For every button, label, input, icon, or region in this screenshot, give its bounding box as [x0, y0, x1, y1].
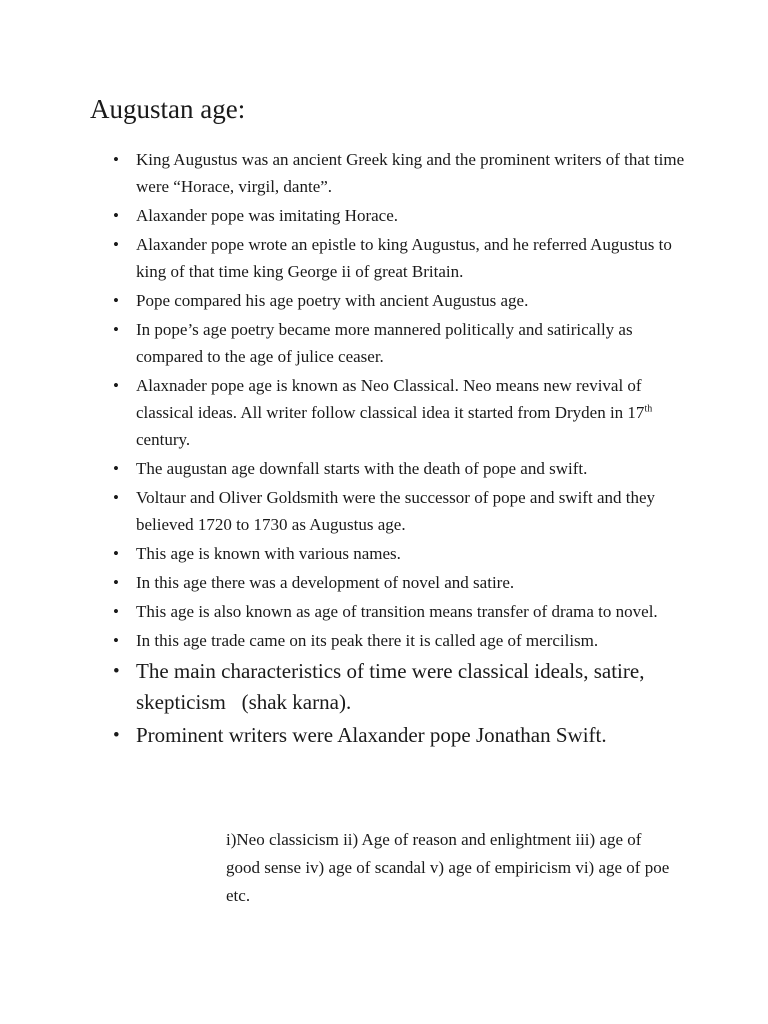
list-item-text: The augustan age downfall starts with the death of pope and swift.: [136, 459, 588, 478]
ordinal-superscript: th: [644, 403, 653, 415]
list-item: [0, 202, 768, 229]
list-item-text: Alaxnader pope age is known as Neo Classical. Neo means new revival of classical ideas. All writer follow classical idea it started from Dryden in 17: [136, 376, 645, 422]
bullet-icon: •: [113, 573, 119, 592]
list-item: [0, 598, 768, 625]
list-item: [0, 484, 768, 538]
list-item: [0, 720, 768, 751]
bullet-icon: •: [113, 206, 119, 225]
list-item-text: Pope compared his age poetry with ancient Augustus age.: [136, 291, 529, 310]
list-item-text: This age is known with various names.: [136, 544, 401, 563]
bullet-list: [0, 146, 768, 753]
list-item: [0, 287, 768, 314]
list-item-text: In this age trade came on its peak there it is called age of mercilism.: [136, 631, 599, 650]
list-item-text: This age is also known as age of transition means transfer of drama to novel.: [136, 602, 658, 621]
list-item: [0, 455, 768, 482]
bullet-icon: •: [113, 488, 119, 507]
bullet-icon: •: [113, 150, 119, 169]
bullet-icon: •: [113, 291, 119, 310]
list-item: [0, 656, 768, 718]
list-item: [0, 316, 768, 370]
bullet-icon: •: [113, 235, 119, 254]
list-item-text-tail: century.: [136, 430, 191, 449]
bullet-icon: •: [113, 661, 120, 682]
bullet-icon: •: [113, 459, 119, 478]
bullet-icon: •: [113, 544, 119, 563]
list-item: [0, 146, 768, 200]
bullet-icon: •: [113, 320, 119, 339]
list-item-text: The main characteristics of time were classical ideals, satire, skepticism (shak karna).: [136, 659, 650, 714]
list-item: [0, 569, 768, 596]
list-item: [0, 231, 768, 285]
list-item-text: Alaxander pope was imitating Horace.: [136, 206, 398, 225]
list-item-text: King Augustus was an ancient Greek king and the prominent writers of that time were “Horace, virgil, dante”.: [136, 150, 685, 196]
bullet-icon: •: [113, 631, 119, 650]
list-item-text: Alaxander pope wrote an epistle to king Augustus, and he referred Augustus to king of that time king George ii of great Britain.: [136, 235, 672, 281]
list-item-text: In this age there was a development of novel and satire.: [136, 573, 515, 592]
list-item: [0, 372, 768, 453]
bullet-icon: •: [113, 725, 120, 746]
list-item: [0, 627, 768, 654]
bullet-icon: •: [113, 602, 119, 621]
bullet-icon: •: [113, 376, 119, 395]
list-item-text: In pope’s age poetry became more mannered politically and satirically as compared to the age of julice ceaser.: [136, 320, 633, 366]
age-names-note: i)Neo classicism ii) Age of reason and enlightment iii) age of good sense iv) age of scandal v) age of empiricism vi) age of poe etc.: [226, 830, 670, 905]
list-item-text: Prominent writers were Alaxander pope Jonathan Swift.: [136, 723, 607, 747]
list-item-text: Voltaur and Oliver Goldsmith were the successor of pope and swift and they believed 1720 to 1730 as Augustus age.: [136, 488, 656, 534]
list-item: [0, 540, 768, 567]
page-title: Augustan age:: [90, 94, 246, 124]
